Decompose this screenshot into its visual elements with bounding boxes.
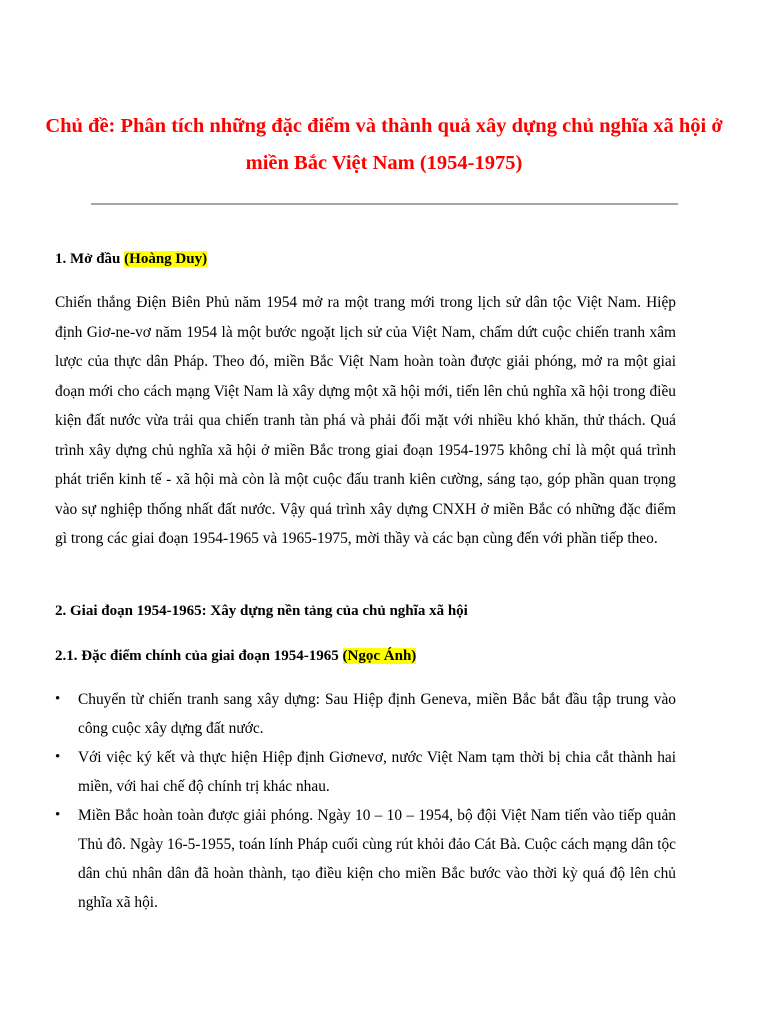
list-item-text: Với việc ký kết và thực hiện Hiệp định Giơnevơ, nước Việt Nam tạm thời bị chia cắt thành hai miền, với hai chế độ chính trị khác nhau. <box>78 749 676 795</box>
section-2-1-author-highlight: (Ngọc Ánh) <box>342 648 417 664</box>
list-item <box>55 801 676 917</box>
bullet-list <box>55 685 676 917</box>
list-item <box>55 685 676 743</box>
section-1-paragraph: Chiến thắng Điện Biên Phủ năm 1954 mở ra một trang mới trong lịch sử dân tộc Việt Nam. Hiệp định Giơ-ne-vơ năm 1954 là một bước ngoặt lịch sử của Việt Nam, chấm dứt cuộc chiến tranh xâm lược của thực dân Pháp. Theo đó, miền Bắc Việt Nam hoàn toàn được giải phóng, mở ra một giai đoạn mới cho cách mạng Việt Nam là xây dựng một xã hội mới, tiến lên chủ nghĩa xã hội trong điều kiện đất nước vừa trải qua chiến tranh tàn phá và phải đối mặt với nhiều khó khăn, thử thách. Quá trình xây dựng chủ nghĩa xã hội ở miền Bắc trong giai đoạn 1954-1975 không chỉ là một quá trình phát triển kinh tế - xã hội mà còn là một cuộc đấu tranh kiên cường, sáng tạo, góp phần quan trọng vào sự nghiệp thống nhất đất nước. Vậy quá trình xây dựng CNXH ở miền Bắc có những đặc điểm gì trong các giai đoạn 1954-1965 và 1965-1975, mời thầy và các bạn cùng đến với phần tiếp theo. <box>55 294 676 547</box>
bullet-icon: • <box>55 691 61 707</box>
section-1-heading <box>55 249 207 269</box>
bullet-icon: • <box>55 807 61 823</box>
section-1-heading-text: 1. Mở đầu <box>55 251 125 267</box>
list-item <box>55 743 676 801</box>
section-2-1-heading <box>55 646 416 666</box>
list-item-text: Miền Bắc hoàn toàn được giải phóng. Ngày 10 – 10 – 1954, bộ đội Việt Nam tiến vào tiếp quản Thủ đô. Ngày 16-5-1955, toán lính Pháp cuối cùng rút khỏi đảo Cát Bà. Cuộc cách mạng dân tộc dân chủ nhân dân đã hoàn thành, tạo điều kiện cho miền Bắc bước vào thời kỳ quá độ lên chủ nghĩa xã hội. <box>78 807 676 911</box>
section-2-heading: 2. Giai đoạn 1954-1965: Xây dựng nền tảng của chủ nghĩa xã hội <box>55 603 468 619</box>
section-2-1-heading-text: 2.1. Đặc điểm chính của giai đoạn 1954-1965 <box>55 648 343 664</box>
list-item-text: Chuyển từ chiến tranh sang xây dựng: Sau Hiệp định Geneva, miền Bắc bắt đầu tập trung vào công cuộc xây dựng đất nước. <box>78 691 676 737</box>
document-title: Chủ đề: Phân tích những đặc điểm và thành quả xây dựng chủ nghĩa xã hội ở miền Bắc Việt Nam (1954-1975) <box>45 115 723 174</box>
section-1-author-highlight: (Hoàng Duy) <box>124 251 208 267</box>
bullet-icon: • <box>55 749 61 765</box>
horizontal-divider <box>91 203 678 205</box>
